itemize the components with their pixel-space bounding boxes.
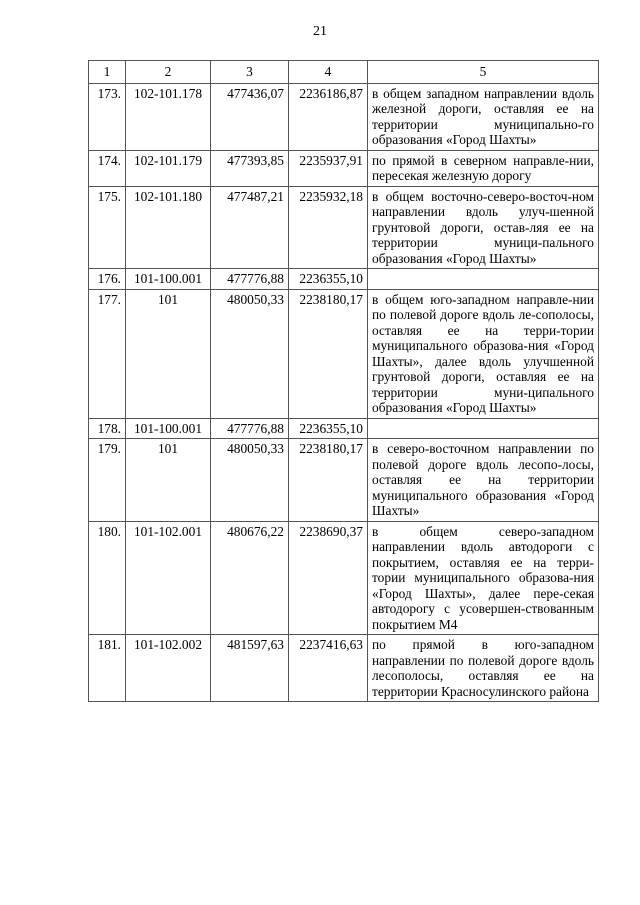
boundary-description: в общем восточно-северо-восточ-ном направлении вдоль улуч-шенной грунтовой дороги, остав-ляя ее на территории муници-пального образования «Город Шахты» [368, 186, 599, 269]
row-number: 175. [89, 186, 126, 269]
row-number: 177. [89, 289, 126, 418]
table-header-row [89, 61, 599, 84]
x-coordinate: 477776,88 [211, 269, 289, 290]
x-coordinate: 480676,22 [211, 521, 289, 635]
boundary-description: по прямой в северном направле-нии, пересекая железную дорогу [368, 150, 599, 186]
x-coordinate: 480050,33 [211, 439, 289, 522]
point-id: 101 [126, 439, 211, 522]
table-row [89, 635, 599, 702]
point-id: 101-100.001 [126, 269, 211, 290]
y-coordinate: 2236355,10 [289, 269, 368, 290]
table-row [89, 150, 599, 186]
row-number: 176. [89, 269, 126, 290]
page-number: 21 [313, 24, 327, 39]
table-row [89, 83, 599, 150]
column-header: 2 [126, 61, 211, 84]
row-number: 173. [89, 83, 126, 150]
point-id: 101-102.002 [126, 635, 211, 702]
x-coordinate: 477393,85 [211, 150, 289, 186]
x-coordinate: 477436,07 [211, 83, 289, 150]
row-number: 178. [89, 418, 126, 439]
y-coordinate: 2235937,91 [289, 150, 368, 186]
boundary-description [368, 269, 599, 290]
point-id: 102-101.178 [126, 83, 211, 150]
row-number: 179. [89, 439, 126, 522]
row-number: 174. [89, 150, 126, 186]
point-id: 101 [126, 289, 211, 418]
row-number: 181. [89, 635, 126, 702]
x-coordinate: 477487,21 [211, 186, 289, 269]
x-coordinate: 480050,33 [211, 289, 289, 418]
table-row [89, 418, 599, 439]
column-header: 1 [89, 61, 126, 84]
x-coordinate: 481597,63 [211, 635, 289, 702]
table-row [89, 521, 599, 635]
y-coordinate: 2236355,10 [289, 418, 368, 439]
boundary-description: в общем западном направлении вдоль железной дороги, оставляя ее на территории муниципально-го образования «Город Шахты» [368, 83, 599, 150]
y-coordinate: 2236186,87 [289, 83, 368, 150]
column-header: 3 [211, 61, 289, 84]
y-coordinate: 2238180,17 [289, 289, 368, 418]
boundary-description: по прямой в юго-западном направлении по полевой дороге вдоль лесополосы, оставляя ее на территории Красносулинского района [368, 635, 599, 702]
point-id: 102-101.179 [126, 150, 211, 186]
boundary-coordinates-table [88, 60, 599, 702]
y-coordinate: 2237416,63 [289, 635, 368, 702]
y-coordinate: 2235932,18 [289, 186, 368, 269]
boundary-description: в северо-восточном направлении по полевой дороге вдоль лесопо-лосы, оставляя ее на территории муниципального образования «Город Шахты» [368, 439, 599, 522]
table-row [89, 289, 599, 418]
y-coordinate: 2238180,17 [289, 439, 368, 522]
point-id: 101-102.001 [126, 521, 211, 635]
column-header: 4 [289, 61, 368, 84]
boundary-description [368, 418, 599, 439]
table-row [89, 439, 599, 522]
boundary-description: в общем северо-западном направлении вдоль автодороги с покрытием, оставляя ее на терри-тории муниципального образова-ния «Город Шахты», далее пере-секая автодорогу с усовершен-ствованным покрытием М4 [368, 521, 599, 635]
table-row [89, 186, 599, 269]
point-id: 101-100.001 [126, 418, 211, 439]
column-header: 5 [368, 61, 599, 84]
point-id: 102-101.180 [126, 186, 211, 269]
table-row [89, 269, 599, 290]
boundary-description: в общем юго-западном направле-нии по полевой дороге вдоль ле-сополосы, оставляя ее на терри-тории муниципального образова-ния «Город Шахты», далее вдоль улучшенной грунтовой дороги, оставляя ее на территории муни-ципального образования «Город Шахты» [368, 289, 599, 418]
row-number: 180. [89, 521, 126, 635]
x-coordinate: 477776,88 [211, 418, 289, 439]
y-coordinate: 2238690,37 [289, 521, 368, 635]
